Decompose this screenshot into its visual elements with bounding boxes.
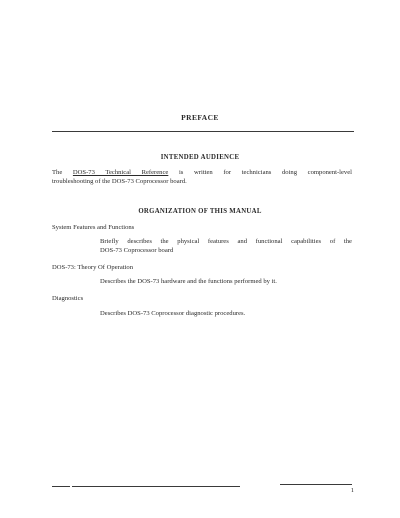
entry-desc-line-2: DOS-73 Coprocessor board [100,246,174,254]
page-number: 1 [350,487,354,494]
entry-desc-line-1: Describes DOS-73 Coprocessor diagnostic procedures. [100,310,246,317]
entry-desc-diagnostics [100,310,352,319]
audience-line-1 [52,169,352,178]
entry-term-diagnostics: Diagnostics [52,295,84,302]
title-rule [52,131,354,132]
intended-audience-paragraph [52,169,352,186]
entry-term-theory-of-operation: DOS-73: Theory Of Operation [52,264,134,271]
entry-desc-system-features [100,238,352,255]
intended-audience-heading: INTENDED AUDIENCE [160,154,240,161]
entry-term-system-features: System Features and Functions [52,224,135,231]
audience-line-1-rest: is written for technicians doing component-level [168,169,352,176]
page-title: PREFACE [181,113,219,122]
audience-pre: The [52,169,73,176]
organization-heading: ORGANIZATION OF THIS MANUAL [138,208,262,215]
entry-desc-theory-of-operation [100,278,352,287]
entry-desc-line-1: Briefly describes the physical features and functional capabilities of the [100,238,352,245]
footer-rule-long [72,486,240,487]
entry-desc-line-1: Describes the DOS-73 hardware and the functions performed by it. [100,278,277,285]
document-name: DOS-73 Technical Reference [72,169,169,176]
footer-rule-short [52,486,70,487]
audience-line-2: troubleshooting of the DOS-73 Coprocessor board. [52,177,187,185]
footer-rule-right [280,484,352,485]
